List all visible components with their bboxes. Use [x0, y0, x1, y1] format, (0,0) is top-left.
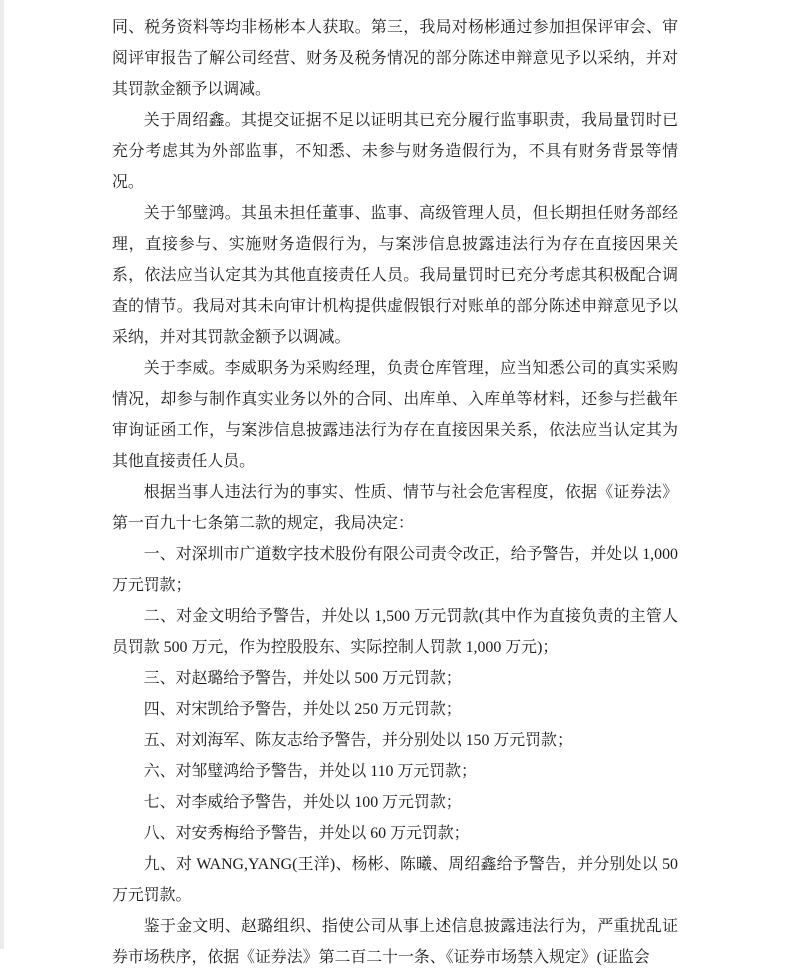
paragraph: 根据当事人违法行为的事实、性质、情节与社会危害程度，依据《证券法》第一百九十七条第二款的规定，我局决定：: [112, 484, 678, 532]
paragraph: 五、对刘海军、陈友志给予警告，并分别处以 150 万元罚款；: [143, 732, 573, 749]
paragraph: 四、对宋凯给予警告，并处以 250 万元罚款；: [143, 701, 462, 718]
paragraph: 六、对邹璧鸿给予警告，并处以 110 万元罚款；: [143, 763, 477, 780]
paragraph: 关于周绍鑫。其提交证据不足以证明其已充分履行监事职责，我局量罚时已充分考虑其为外部监事，不知悉、未参与财务造假行为，不具有财务背景等情况。: [112, 112, 678, 191]
paragraph: 鉴于金文明、赵璐组织、指使公司从事上述信息披露违法行为，严重扰乱证券市场秩序，依据《证券法》第二百二十一条、《证券市场禁入规定》(证监会: [112, 918, 678, 966]
paragraph: 二、对金文明给予警告，并处以 1,500 万元罚款(其中作为直接负责的主管人员罚款 500 万元，作为控股股东、实际控制人罚款 1,000 万元)；: [112, 608, 678, 656]
paragraph: 三、对赵璐给予警告，并处以 500 万元罚款；: [143, 670, 462, 687]
paragraph: 一、对深圳市广道数字技术股份有限公司责令改正，给予警告，并处以 1,000 万元罚款；: [112, 546, 678, 594]
paragraph: 九、对 WANG,YANG(王洋)、杨彬、陈曦、周绍鑫给予警告，并分别处以 50 万元罚款。: [112, 856, 678, 904]
page-left-edge: [0, 0, 4, 949]
paragraph: 关于李威。李威职务为采购经理，负责仓库管理，应当知悉公司的真实采购情况，却参与制作真实业务以外的合同、出库单、入库单等材料，还参与拦截年审询证函工作，与案涉信息披露违法行为存在直接因果关系，依法应当认定其为其他直接责任人员。: [112, 360, 678, 470]
paragraph: 同、税务资料等均非杨彬本人获取。第三，我局对杨彬通过参加担保评审会、审阅评审报告了解公司经营、财务及税务情况的部分陈述申辩意见予以采纳，并对其罚款金额予以调减。: [112, 19, 678, 98]
document-body: [112, 12, 678, 973]
paragraph: 八、对安秀梅给予警告，并处以 60 万元罚款；: [143, 825, 470, 842]
paragraph: 七、对李威给予警告，并处以 100 万元罚款；: [143, 794, 462, 811]
paragraph: 关于邹璧鸿。其虽未担任董事、监事、高级管理人员，但长期担任财务部经理，直接参与、实施财务造假行为，与案涉信息披露违法行为存在直接因果关系，依法应当认定其为其他直接责任人员。我局量罚时已充分考虑其积极配合调查的情节。我局对其未向审计机构提供虚假银行对账单的部分陈述申辩意见予以采纳，并对其罚款金额予以调减。: [112, 205, 678, 346]
